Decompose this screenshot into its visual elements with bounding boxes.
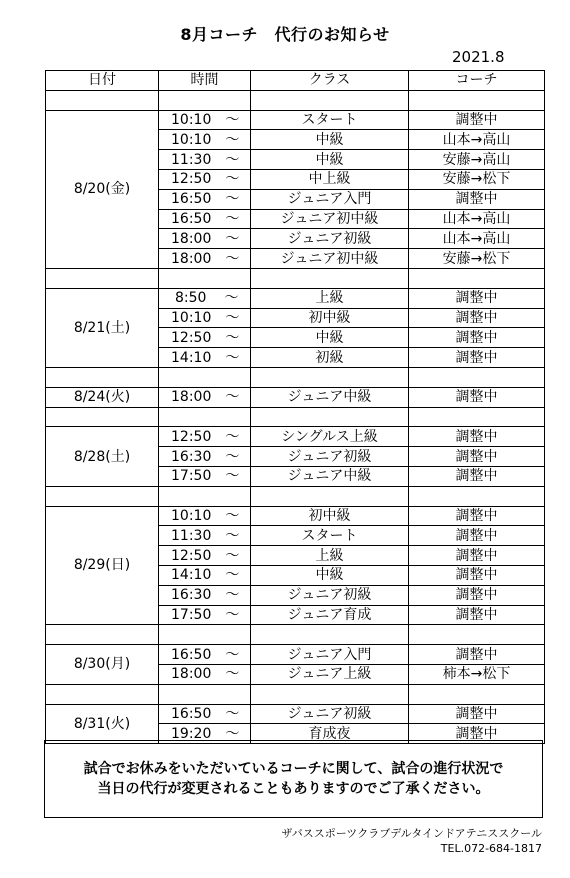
time-value: 16:50 <box>171 646 212 663</box>
coach-cell: 調整中 <box>409 328 545 348</box>
tilde-mark: ～ <box>225 171 240 188</box>
separator-cell <box>159 407 251 427</box>
separator-cell <box>251 486 409 506</box>
time-value: 10:10 <box>171 111 212 128</box>
separator-cell <box>251 268 409 288</box>
class-cell: 中級 <box>251 328 409 348</box>
class-cell: 上級 <box>251 546 409 566</box>
table-row <box>46 288 545 308</box>
coach-cell: 調整中 <box>409 466 545 486</box>
coach-cell: 安藤→松下 <box>409 169 545 189</box>
tilde-mark: ～ <box>225 428 240 445</box>
tilde-mark: ～ <box>225 329 240 346</box>
separator-cell <box>409 407 545 427</box>
footer <box>281 826 542 856</box>
separator-cell <box>409 367 545 387</box>
date-cell: 8/30(月) <box>46 645 159 685</box>
time-cell <box>159 189 251 209</box>
time-value: 16:50 <box>171 191 212 208</box>
separator-cell <box>409 486 545 506</box>
time-cell <box>159 288 251 308</box>
time-cell <box>159 447 251 467</box>
header-time: 時間 <box>159 71 251 91</box>
class-cell: 中級 <box>251 150 409 170</box>
time-value: 12:50 <box>171 428 212 445</box>
header-coach: コーチ <box>409 71 545 91</box>
class-cell: 初中級 <box>251 308 409 328</box>
date-cell: 8/31(火) <box>46 704 159 744</box>
time-value: 19:20 <box>171 725 212 742</box>
coach-cell: 安藤→高山 <box>409 150 545 170</box>
coach-cell: 調整中 <box>409 585 545 605</box>
coach-cell: 調整中 <box>409 605 545 625</box>
coach-cell: 調整中 <box>409 447 545 467</box>
time-cell <box>159 209 251 229</box>
time-cell <box>159 565 251 585</box>
tilde-mark: ～ <box>225 210 240 227</box>
time-value: 18:00 <box>171 250 212 267</box>
separator-cell <box>159 367 251 387</box>
time-cell <box>159 466 251 486</box>
class-cell: ジュニア初級 <box>251 229 409 249</box>
tilde-mark: ～ <box>225 250 240 267</box>
time-value: 10:10 <box>171 131 212 148</box>
tilde-mark: ～ <box>225 547 240 564</box>
time-value: 14:10 <box>171 567 212 584</box>
tilde-mark: ～ <box>225 646 240 663</box>
time-cell <box>159 308 251 328</box>
time-value: 17:50 <box>171 468 212 485</box>
class-cell: ジュニア入門 <box>251 645 409 665</box>
time-value: 10:10 <box>171 507 212 524</box>
coach-cell: 調整中 <box>409 110 545 130</box>
tilde-mark: ～ <box>225 587 240 604</box>
time-cell <box>159 249 251 269</box>
class-cell: ジュニア初中級 <box>251 209 409 229</box>
class-cell: ジュニア初級 <box>251 447 409 467</box>
notice-box <box>44 740 543 818</box>
table-row <box>46 645 545 665</box>
time-cell <box>159 169 251 189</box>
class-cell: スタート <box>251 110 409 130</box>
class-cell: シングルス上級 <box>251 427 409 447</box>
time-cell <box>159 150 251 170</box>
table-row <box>46 387 545 407</box>
time-value: 8:50 <box>175 290 207 307</box>
time-cell <box>159 546 251 566</box>
separator-cell <box>251 367 409 387</box>
header-class: クラス <box>251 71 409 91</box>
class-cell: ジュニア初級 <box>251 704 409 724</box>
time-value: 10:10 <box>171 309 212 326</box>
tilde-mark: ～ <box>225 468 240 485</box>
separator-cell <box>46 486 159 506</box>
separator-row <box>46 407 545 427</box>
separator-row <box>46 684 545 704</box>
time-value: 14:10 <box>171 349 212 366</box>
time-value: 11:30 <box>171 527 212 544</box>
schedule-body <box>46 90 545 743</box>
time-cell <box>159 605 251 625</box>
coach-cell: 調整中 <box>409 645 545 665</box>
time-cell <box>159 506 251 526</box>
time-cell <box>159 328 251 348</box>
time-value: 16:30 <box>171 448 212 465</box>
time-cell <box>159 110 251 130</box>
tilde-mark: ～ <box>225 131 240 148</box>
date-cell: 8/28(土) <box>46 427 159 486</box>
class-cell: ジュニア上級 <box>251 664 409 684</box>
class-cell: 育成夜 <box>251 724 409 744</box>
separator-cell <box>159 486 251 506</box>
coach-cell: 調整中 <box>409 704 545 724</box>
separator-cell <box>251 90 409 110</box>
separator-cell <box>409 268 545 288</box>
time-value: 17:50 <box>171 606 212 623</box>
separator-cell <box>409 90 545 110</box>
time-value: 18:00 <box>171 666 212 683</box>
tilde-mark: ～ <box>225 725 240 742</box>
separator-row <box>46 625 545 645</box>
date-cell: 8/29(日) <box>46 506 159 625</box>
date-cell: 8/24(火) <box>46 387 159 407</box>
separator-row <box>46 268 545 288</box>
coach-cell: 調整中 <box>409 506 545 526</box>
coach-cell: 調整中 <box>409 288 545 308</box>
footer-school-name: ザバススポーツクラブデルタインドアテニススクール <box>281 827 542 840</box>
time-value: 12:50 <box>171 329 212 346</box>
separator-cell <box>251 407 409 427</box>
time-cell <box>159 645 251 665</box>
coach-cell: 調整中 <box>409 387 545 407</box>
tilde-mark: ～ <box>225 111 240 128</box>
coach-cell: 調整中 <box>409 308 545 328</box>
separator-row <box>46 90 545 110</box>
separator-cell <box>46 268 159 288</box>
time-value: 12:50 <box>171 171 212 188</box>
coach-cell: 山本→高山 <box>409 209 545 229</box>
class-cell: 中上級 <box>251 169 409 189</box>
table-row <box>46 427 545 447</box>
class-cell: ジュニア初中級 <box>251 249 409 269</box>
class-cell: ジュニア初級 <box>251 585 409 605</box>
tilde-mark: ～ <box>225 705 240 722</box>
time-cell <box>159 387 251 407</box>
tilde-mark: ～ <box>225 191 240 208</box>
time-cell <box>159 704 251 724</box>
class-cell: 初中級 <box>251 506 409 526</box>
tilde-mark: ～ <box>225 666 240 683</box>
time-cell <box>159 348 251 368</box>
footer-tel: TEL.072-684-1817 <box>440 842 542 855</box>
time-value: 16:30 <box>171 587 212 604</box>
separator-cell <box>46 625 159 645</box>
separator-cell <box>46 684 159 704</box>
time-value: 12:50 <box>171 547 212 564</box>
class-cell: ジュニア入門 <box>251 189 409 209</box>
separator-cell <box>251 684 409 704</box>
class-cell: 中級 <box>251 565 409 585</box>
time-cell <box>159 664 251 684</box>
class-cell: 中級 <box>251 130 409 150</box>
separator-cell <box>46 90 159 110</box>
class-cell: ジュニア中級 <box>251 387 409 407</box>
tilde-mark: ～ <box>225 151 240 168</box>
separator-cell <box>46 407 159 427</box>
notice-line-2: 当日の代行が変更されることもありますのでご了承ください。 <box>97 781 490 797</box>
coach-cell: 調整中 <box>409 189 545 209</box>
tilde-mark: ～ <box>225 606 240 623</box>
coach-cell: 安藤→松下 <box>409 249 545 269</box>
notice-line-1: 試合でお休みをいただいているコーチに関して、試合の進行状況で <box>83 761 504 777</box>
time-value: 18:00 <box>171 389 212 406</box>
time-cell <box>159 229 251 249</box>
separator-cell <box>159 684 251 704</box>
separator-cell <box>159 625 251 645</box>
coach-cell: 柿本→松下 <box>409 664 545 684</box>
coach-cell: 調整中 <box>409 348 545 368</box>
class-cell: ジュニア中級 <box>251 466 409 486</box>
coach-cell: 山本→高山 <box>409 229 545 249</box>
class-cell: スタート <box>251 526 409 546</box>
coach-cell: 調整中 <box>409 724 545 744</box>
table-header-row <box>46 71 545 91</box>
tilde-mark: ～ <box>225 349 240 366</box>
class-cell: 初級 <box>251 348 409 368</box>
tilde-mark: ～ <box>225 527 240 544</box>
time-value: 16:50 <box>171 705 212 722</box>
coach-cell: 調整中 <box>409 546 545 566</box>
tilde-mark: ～ <box>225 567 240 584</box>
separator-cell <box>159 268 251 288</box>
tilde-mark: ～ <box>225 230 240 247</box>
page-title: 8月コーチ 代行のお知らせ <box>180 25 390 44</box>
time-cell <box>159 585 251 605</box>
class-cell: 上級 <box>251 288 409 308</box>
separator-cell <box>46 367 159 387</box>
table-row <box>46 110 545 130</box>
schedule-table <box>45 70 545 744</box>
tilde-mark: ～ <box>225 309 240 326</box>
time-value: 11:30 <box>171 151 212 168</box>
time-value: 18:00 <box>171 230 212 247</box>
separator-row <box>46 367 545 387</box>
table-row <box>46 704 545 724</box>
separator-row <box>46 486 545 506</box>
tilde-mark: ～ <box>225 448 240 465</box>
separator-cell <box>409 625 545 645</box>
table-row <box>46 506 545 526</box>
issue-date: 2021.8 <box>452 48 505 66</box>
coach-cell: 山本→高山 <box>409 130 545 150</box>
header-date: 日付 <box>46 71 159 91</box>
time-cell <box>159 427 251 447</box>
tilde-mark: ～ <box>225 507 240 524</box>
coach-cell: 調整中 <box>409 427 545 447</box>
tilde-mark: ～ <box>224 290 239 307</box>
separator-cell <box>409 684 545 704</box>
separator-cell <box>251 625 409 645</box>
time-cell <box>159 130 251 150</box>
coach-cell: 調整中 <box>409 565 545 585</box>
time-cell <box>159 526 251 546</box>
class-cell: ジュニア育成 <box>251 605 409 625</box>
tilde-mark: ～ <box>225 389 240 406</box>
separator-cell <box>159 90 251 110</box>
date-cell: 8/20(金) <box>46 110 159 268</box>
date-cell: 8/21(土) <box>46 288 159 367</box>
time-value: 16:50 <box>171 210 212 227</box>
coach-cell: 調整中 <box>409 526 545 546</box>
